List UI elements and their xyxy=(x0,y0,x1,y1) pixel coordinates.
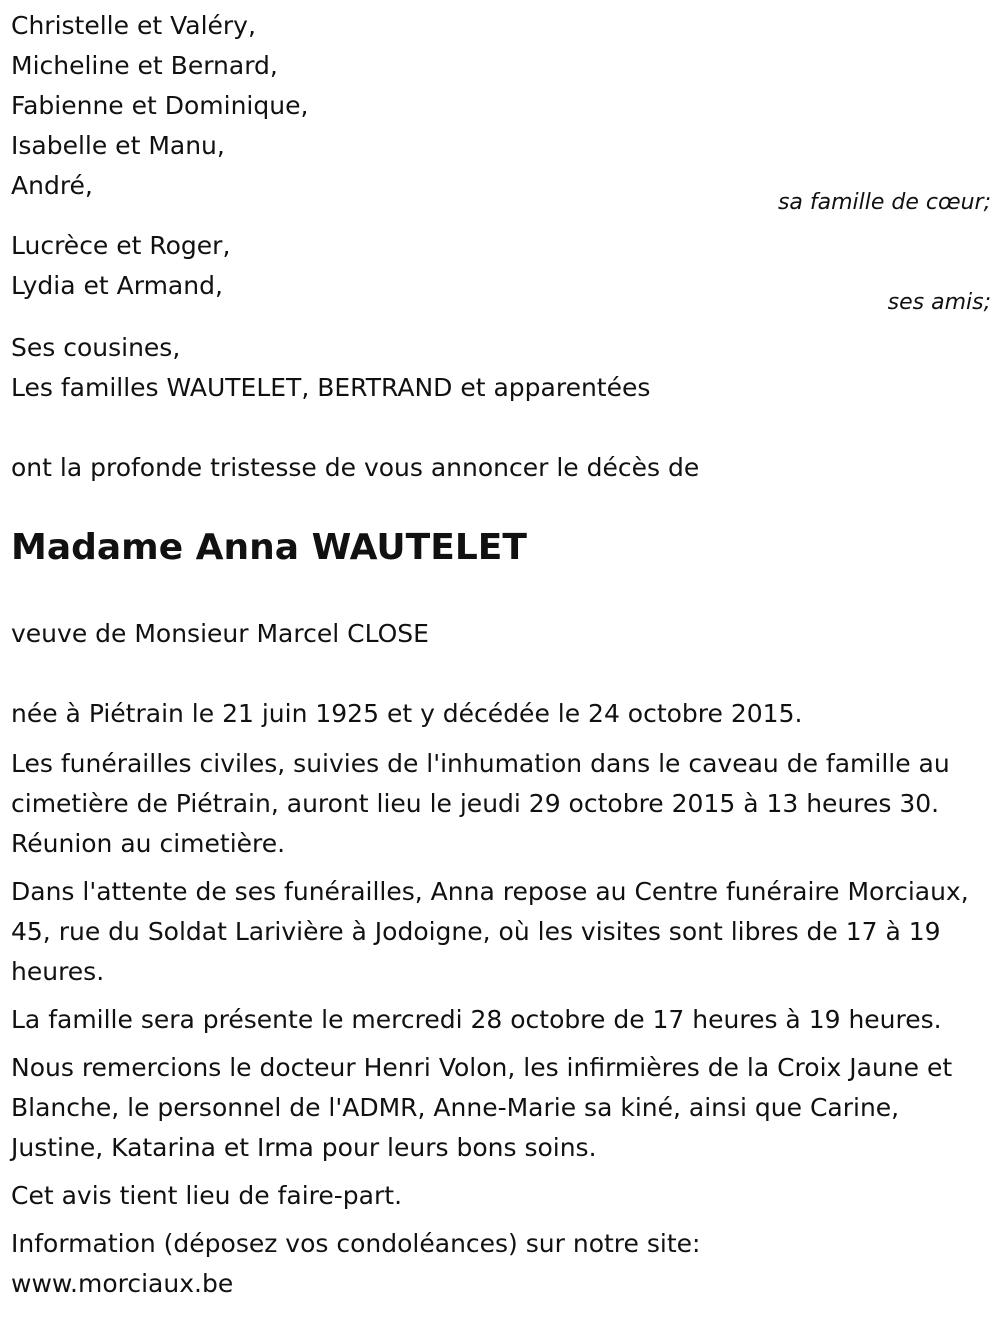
birth-death-text: née à Piétrain le 21 juin 1925 et y décédée le 24 octobre 2015. xyxy=(11,699,803,728)
deceased-name: Madame Anna WAUTELET xyxy=(11,527,527,568)
family-name-line: Christelle et Valéry, xyxy=(11,11,256,40)
notice-paragraph: Cet avis tient lieu de faire-part. xyxy=(11,1181,403,1210)
friends-caption: ses amis; xyxy=(887,290,991,315)
friends-group xyxy=(11,226,991,316)
thanks-paragraph: Nous remercions le docteur Henri Volon, les infirmières de la Croix Jaune et Blanche, le personnel de l'ADMR, Anne-Marie sa kiné, ainsi que Carine, Justine, Katarina et Irma pour leurs bons soins. xyxy=(11,1053,953,1162)
family-name-line: Micheline et Bernard, xyxy=(11,51,278,80)
info-section xyxy=(11,1224,991,1304)
relatives-line: Ses cousines, xyxy=(11,333,181,362)
funeral-paragraph: Les funérailles civiles, suivies de l'inhumation dans le caveau de famille au cimetière de Piétrain, auront lieu le jeudi 29 octobre 2015 à 13 heures 30. Réunion au cimetière. xyxy=(11,749,950,858)
family-name-line: Isabelle et Manu, xyxy=(11,131,225,160)
heart-family-caption: sa famille de cœur; xyxy=(777,190,991,215)
family-presence-paragraph: La famille sera présente le mercredi 28 octobre de 17 heures à 19 heures. xyxy=(11,1005,942,1034)
family-name-line: Fabienne et Dominique, xyxy=(11,91,309,120)
relatives-line: Les familles WAUTELET, BERTRAND et apparentées xyxy=(11,373,651,402)
friend-name-line: Lydia et Armand, xyxy=(11,271,223,300)
website-link[interactable]: www.morciaux.be xyxy=(11,1269,234,1298)
widow-of-text: veuve de Monsieur Marcel CLOSE xyxy=(11,619,429,648)
family-name-line: André, xyxy=(11,171,93,200)
visitation-paragraph: Dans l'attente de ses funérailles, Anna repose au Centre funéraire Morciaux, 45, rue du Soldat Larivière à Jodoigne, où les visites sont libres de 17 à 19 heures. xyxy=(11,877,969,986)
announcement-text: ont la profonde tristesse de vous annoncer le décès de xyxy=(11,453,700,482)
heart-family-group xyxy=(11,6,991,216)
obituary-notice xyxy=(11,0,991,1304)
friend-name-line: Lucrèce et Roger, xyxy=(11,231,231,260)
info-text: Information (déposez vos condoléances) sur notre site: xyxy=(11,1229,701,1258)
other-relatives-group xyxy=(11,328,991,408)
